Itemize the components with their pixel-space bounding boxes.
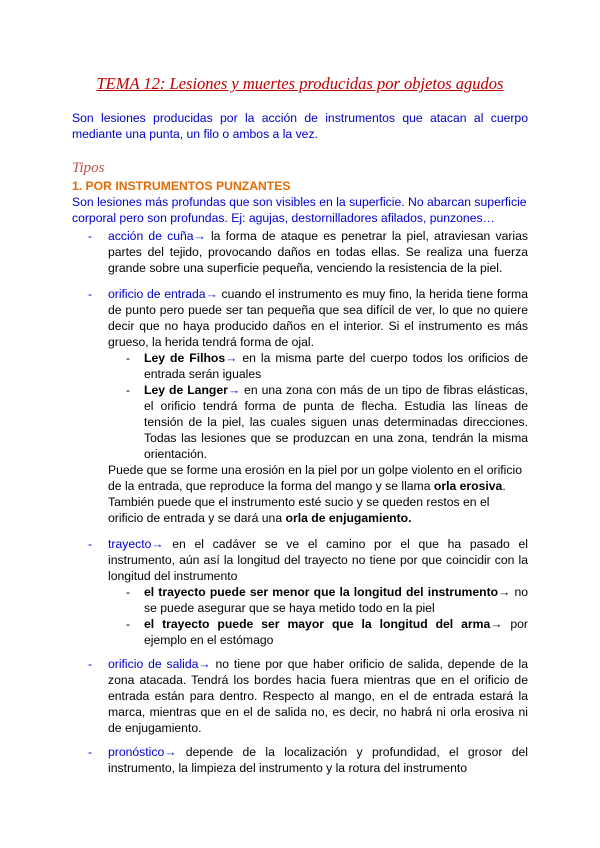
arrow-icon: → <box>151 537 164 551</box>
term-orificio-salida: orificio de salida <box>108 657 199 671</box>
term-orificio-entrada: orificio de entrada <box>108 287 206 301</box>
sub-item-text: no se puede asegurar que se haya metido todo en la piel <box>144 585 529 615</box>
orla-text-1: Puede que se forme una erosión en la piel por un golpe violento en el orificio de la entrada, que reproduce la forma del mango y se llama <box>108 463 522 493</box>
arrow-icon: → <box>193 229 206 243</box>
intro-paragraph: Son lesiones producidas por la acción de instrumentos que atacan al cuerpo mediante una punta, un filo o ambos a la vez. <box>72 111 528 141</box>
arrow-icon: → <box>225 351 238 365</box>
sub-item-text: por ejemplo en el estómago <box>144 617 528 647</box>
sub-bullet-marker: - <box>126 585 131 599</box>
item-orificio-entrada <box>108 286 528 350</box>
sub-bullet-marker: - <box>126 351 131 365</box>
bullet-marker: - <box>88 745 93 759</box>
term-accion-cuna: acción de cuña <box>108 229 194 243</box>
sub-item-trayecto-menor <box>144 584 528 616</box>
term-pronostico: pronóstico <box>108 745 165 759</box>
sub-item-text: en la misma parte del cuerpo todos los orificios de entrada serán iguales <box>144 351 528 381</box>
sub-item-bold: el trayecto puede ser menor que la longitud del instrumento <box>144 585 499 599</box>
item-pronostico <box>108 744 528 776</box>
section-1-description: Son lesiones más profundas que son visibles en la superficie. No abarcan superficie corporal pero son profundas. Ej: agujas, destornilladores afilados, punzones… <box>72 195 527 225</box>
bullet-marker: - <box>88 537 93 551</box>
item-text: en el cadáver se ve el camino por el que ha pasado el instrumento, aún así la longitud del trayecto no tiene por que coincidir con la longitud del instrumento <box>108 537 528 583</box>
sub-bullet-marker: - <box>126 383 131 397</box>
orla-text-2: . También puede que el instrumento esté sucio y se queden restos en el orificio de entrada y se dará una <box>108 479 506 525</box>
sub-item-ley-langer <box>144 382 528 462</box>
orla-enjugamiento-term: orla de enjugamiento. <box>285 511 412 525</box>
bullet-marker: - <box>88 657 93 671</box>
orla-paragraph <box>108 462 528 526</box>
orla-erosiva-term: orla erosiva <box>433 479 503 493</box>
item-trayecto <box>108 536 528 584</box>
sub-item-bold: Ley de Filhos <box>144 351 226 365</box>
arrow-icon: → <box>205 287 218 301</box>
sub-item-bold: Ley de Langer <box>144 383 228 397</box>
bullet-marker: - <box>88 287 93 301</box>
bullet-marker: - <box>88 229 93 243</box>
section-1-heading: 1. POR INSTRUMENTOS PUNZANTES <box>72 179 291 193</box>
arrow-icon: → <box>198 657 211 671</box>
item-orificio-salida <box>108 656 528 736</box>
sub-item-text: en una zona con más de un tipo de fibras elásticas, el orificio tendrá forma de punta de flecha. Estudia las líneas de tensión de la piel, las cuales siguen unas determinadas direcciones. Todas las lesiones que se produzcan en una zona, tendrán la misma orientación. <box>144 383 528 461</box>
document-title: TEMA 12: Lesiones y muertes producidas por objetos agudos <box>96 74 504 93</box>
sub-item-trayecto-mayor <box>144 616 528 648</box>
sub-item-ley-filhos <box>144 350 528 382</box>
arrow-icon: → <box>498 585 511 599</box>
item-text: cuando el instrumento es muy fino, la herida tiene forma de punto pero puede ser tan pequeña que sea difícil de ver, lo que no quiere decir que no haya producido daños en el interior. Si el instrumento es más grueso, la herida tendrá forma de ojal. <box>108 287 528 349</box>
arrow-icon: → <box>227 383 241 397</box>
sub-bullet-marker: - <box>126 617 131 631</box>
arrow-icon: → <box>490 617 503 631</box>
item-text: la forma de ataque es penetrar la piel, atraviesan varias partes del tejido, provocando daños en todas ellas. Se realiza una fuerza grande sobre una superficie pequeña, venciendo la resistencia de la piel. <box>108 229 528 275</box>
sub-item-bold: el trayecto puede ser mayor que la longitud del arma <box>144 617 491 631</box>
tipos-heading: Tipos <box>72 160 105 176</box>
arrow-icon: → <box>164 745 177 759</box>
term-trayecto: trayecto <box>108 537 152 551</box>
item-text: no tiene por que haber orificio de salida, depende de la zona atacada. Tendrá los bordes hacia fuera mientras que en el orificio de entrada están para dentro. Respecto al mango, en el de entrada estará la marca, mientras que en el de salida no, es decir, no habrá ni orla erosiva ni de enjugamiento. <box>108 657 529 735</box>
item-accion-cuna <box>108 228 528 276</box>
item-text: depende de la localización y profundidad, el grosor del instrumento, la limpieza del instrumento y la rotura del instrumento <box>108 745 528 775</box>
